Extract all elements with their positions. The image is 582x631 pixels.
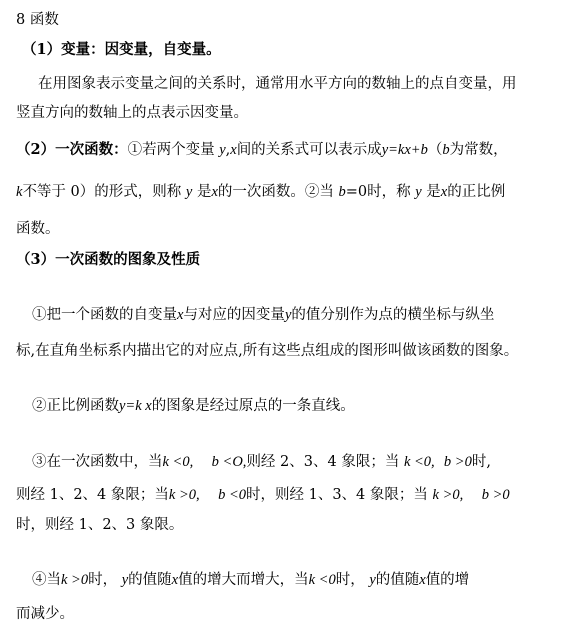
s3-text: 的值分别作为点的横坐标与纵坐 (291, 307, 495, 323)
var-x: x (211, 184, 218, 200)
s3-text: 则经 1、2、4 象限；当 (16, 487, 169, 503)
var-y: y (369, 572, 376, 588)
s2-line2 (16, 182, 505, 202)
s3-text: 值的增 (425, 572, 470, 588)
cond-k-gt-0: k >0, (432, 487, 464, 503)
s3-text: 时， (88, 572, 118, 588)
s2-text: ①若两个变量 (127, 142, 215, 158)
var-k: k (16, 184, 23, 200)
cond-k-lt-0: k <0, (403, 454, 435, 470)
s3-p3-line2 (16, 485, 510, 505)
var-y: y (415, 184, 422, 200)
var-y: y (284, 307, 292, 323)
section-heading: 8 函数 (16, 12, 59, 28)
s3-text: ④当 (32, 572, 61, 588)
cond-b-lt-o: b <O, (211, 454, 247, 470)
b-zero: =0 (345, 184, 368, 200)
s3-text: 的图象是经过原点的一条直线。 (151, 398, 355, 414)
s3-text: ③在一次函数中，当 (32, 454, 163, 470)
s3-title: （3）一次函数的图象及性质 (16, 251, 201, 268)
s2-text: 的一次函数。②当 (217, 184, 334, 200)
s1-line1: 在用图象表示变量之间的关系时，通常用水平方向的数轴上的点自变量，用 (38, 76, 517, 92)
var-x: x (440, 184, 448, 200)
linear-equation: y=kx+b (381, 142, 428, 158)
var-b: b (442, 142, 450, 158)
s3-text: 的值随 (128, 572, 172, 588)
s1-line2: 竖直方向的数轴上的点表示因变量。 (16, 105, 248, 121)
s1-title: （1）变量：因变量，自变量。 (22, 41, 221, 58)
s2-text: 不等于 0）的形式，则称 (22, 184, 182, 200)
s3-p1-line1 (32, 305, 494, 325)
var-y: y (219, 142, 226, 158)
cond-k-lt-0: k <0 (308, 572, 336, 588)
var-y: y (121, 572, 129, 588)
cond-b-gt-0: b >0 (443, 454, 472, 470)
s2-text: 间的关系式可以表示成 (236, 142, 382, 158)
s2-line1 (16, 140, 508, 160)
s3-text: ①把一个函数的自变量 (32, 307, 177, 323)
s3-p3-line3: 时，则经 1、2、3 象限。 (16, 517, 184, 533)
proportional-equation: y=k x (119, 398, 152, 414)
comma: , (225, 142, 231, 158)
s2-text: （ (427, 142, 443, 158)
s2-text: 时，称 (367, 184, 411, 200)
s3-text: 时，则经 1、3、4 象限；当 (246, 487, 428, 503)
var-x: x (171, 572, 179, 588)
var-y: y (185, 184, 193, 200)
cond-b-gt-0: b >0 (481, 487, 510, 503)
var-x: x (177, 307, 184, 323)
s3-text: 与对应的因变量 (183, 307, 285, 323)
cond-k-gt-0: k >0, (168, 487, 200, 503)
s3-text: 时， (335, 572, 365, 588)
s3-p1-line2: 标,在直角坐标系内描出它的对应点,所有这些点组成的图形叫做该函数的图象。 (16, 343, 519, 359)
s3-p4-line1 (32, 570, 469, 590)
s3-text: 则经 2、3、4 象限；当 (246, 454, 400, 470)
s3-p4-line2: 而减少。 (16, 606, 74, 622)
s2-text: 为常数， (449, 142, 508, 158)
s3-p3-line1 (32, 452, 491, 472)
s3-p2 (32, 396, 355, 416)
var-x: x (419, 572, 426, 588)
cond-b-lt-0: b <0 (218, 487, 246, 503)
s2-text: 的正比例 (447, 184, 506, 200)
s2-text: 是 (426, 184, 441, 200)
s3-text: 时, (471, 454, 491, 470)
cond-k-lt-0: k <0, (162, 454, 194, 470)
var-x: x (230, 142, 237, 158)
s3-text: 值的增大而增大，当 (178, 572, 309, 588)
s2-title: （2）一次函数： (16, 141, 128, 158)
cond-k-gt-0: k >0 (61, 572, 89, 588)
s2-line3: 函数。 (16, 221, 60, 237)
var-b: b (338, 184, 346, 200)
s3-text: 的值随 (375, 572, 420, 588)
s2-text: 是 (196, 184, 212, 200)
s3-text: ②正比例函数 (32, 398, 119, 414)
